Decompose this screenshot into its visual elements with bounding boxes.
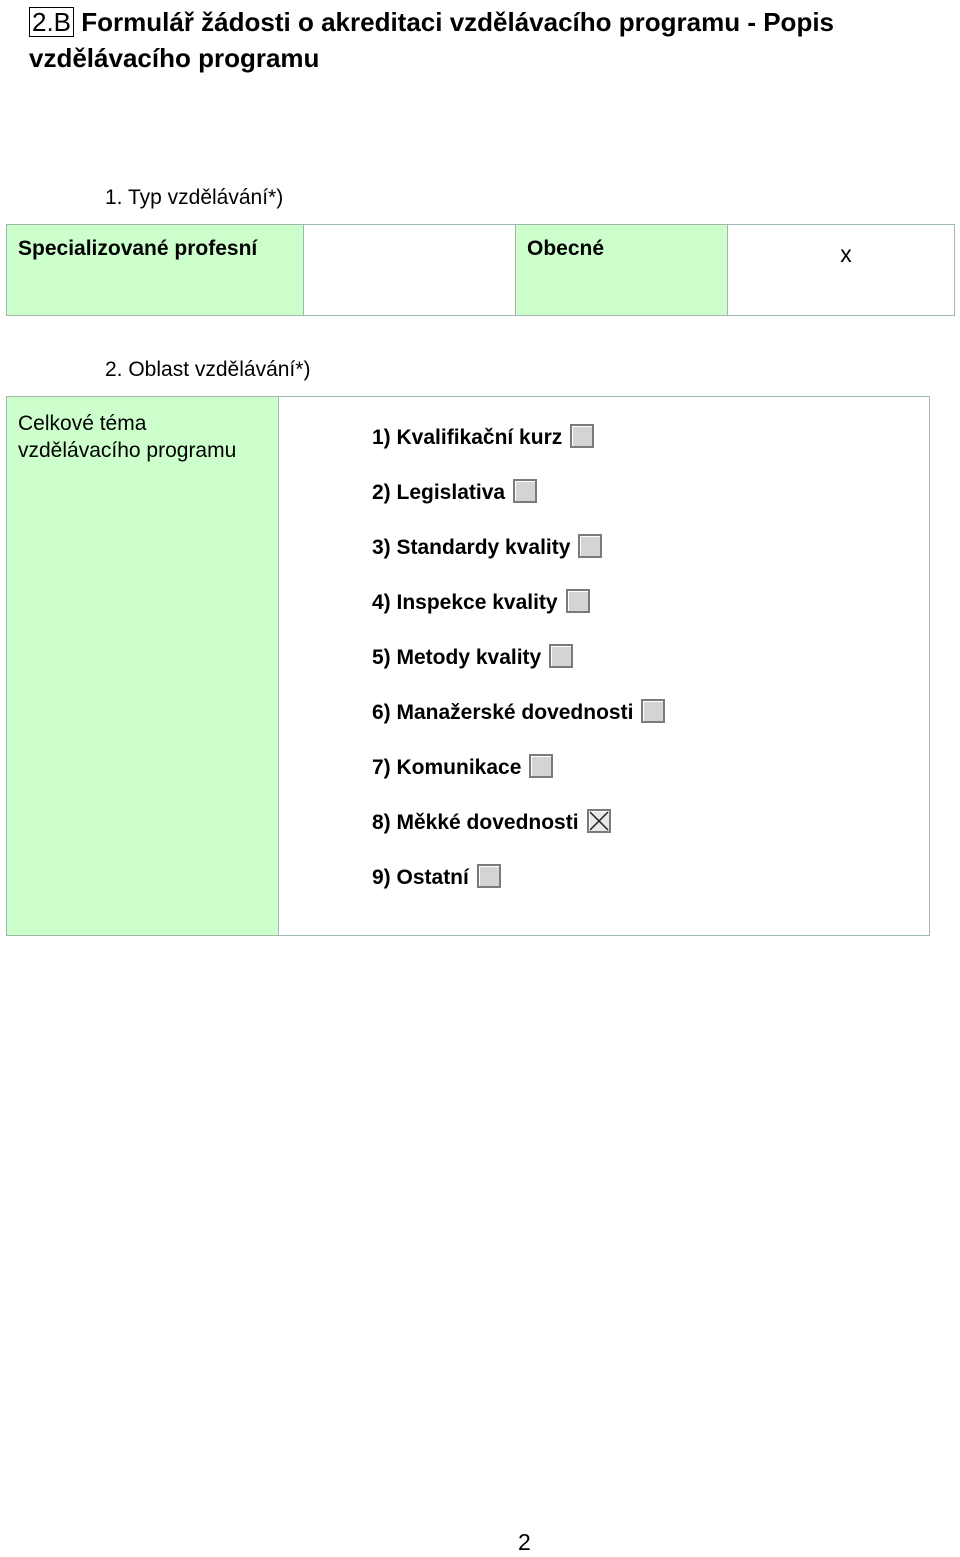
type-option2-label-cell: [515, 224, 728, 316]
topic-option-checkbox[interactable]: [513, 479, 537, 503]
topic-option-label: 1) Kvalifikační kurz: [372, 426, 563, 449]
section1-label: 1. Typ vzdělávání*): [105, 186, 284, 209]
topic-option-checkbox[interactable]: [570, 424, 594, 448]
topic-option-checkbox[interactable]: [641, 699, 665, 723]
page-number: 2: [518, 1529, 531, 1555]
topic-option-4: [372, 585, 665, 640]
topic-option-checkbox[interactable]: [578, 534, 602, 558]
type-option2-mark-field[interactable]: [727, 224, 955, 316]
topic-option-6: [372, 695, 665, 750]
section-number: 2.B: [29, 7, 74, 37]
topic-option-checkbox[interactable]: [549, 644, 573, 668]
type-option2-mark: x: [840, 241, 852, 267]
topic-option-label: 7) Komunikace: [372, 756, 522, 779]
topic-option-label: 6) Manažerské dovednosti: [372, 701, 634, 724]
page-title: [29, 4, 954, 76]
topic-label-cell: [6, 396, 279, 936]
topic-option-label: 2) Legislativa: [372, 481, 506, 504]
topic-option-9: [372, 860, 665, 915]
topic-option-3: [372, 530, 665, 585]
type-option1-label-cell: [6, 224, 304, 316]
topic-label: Celkové téma vzdělávacího programu: [18, 412, 237, 462]
topic-option-2: [372, 475, 665, 530]
topic-option-checkbox[interactable]: [529, 754, 553, 778]
topic-option-8: [372, 805, 665, 860]
topic-option-1: [372, 420, 665, 475]
type-option1-mark-field[interactable]: [303, 224, 516, 316]
topic-option-checkbox[interactable]: [587, 809, 611, 833]
topic-option-label: 4) Inspekce kvality: [372, 591, 558, 614]
form-title: Formulář žádosti o akreditaci vzdělávacího programu - Popis vzdělávacího programu: [29, 7, 835, 73]
section2-label: 2. Oblast vzdělávání*): [105, 358, 311, 381]
type-option2-label: Obecné: [527, 237, 605, 260]
topic-option-label: 5) Metody kvality: [372, 646, 542, 669]
checkmark-x-icon: [589, 811, 609, 831]
topic-option-5: [372, 640, 665, 695]
topic-option-label: 8) Měkké dovednosti: [372, 811, 579, 834]
topic-options-list: [372, 420, 665, 915]
topic-option-checkbox[interactable]: [477, 864, 501, 888]
topic-option-7: [372, 750, 665, 805]
topic-option-label: 3) Standardy kvality: [372, 536, 571, 559]
type-option1-mark: [304, 225, 515, 241]
topic-option-checkbox[interactable]: [566, 589, 590, 613]
topic-option-label: 9) Ostatní: [372, 866, 469, 889]
type-option1-label: Specializované profesní: [18, 237, 258, 260]
